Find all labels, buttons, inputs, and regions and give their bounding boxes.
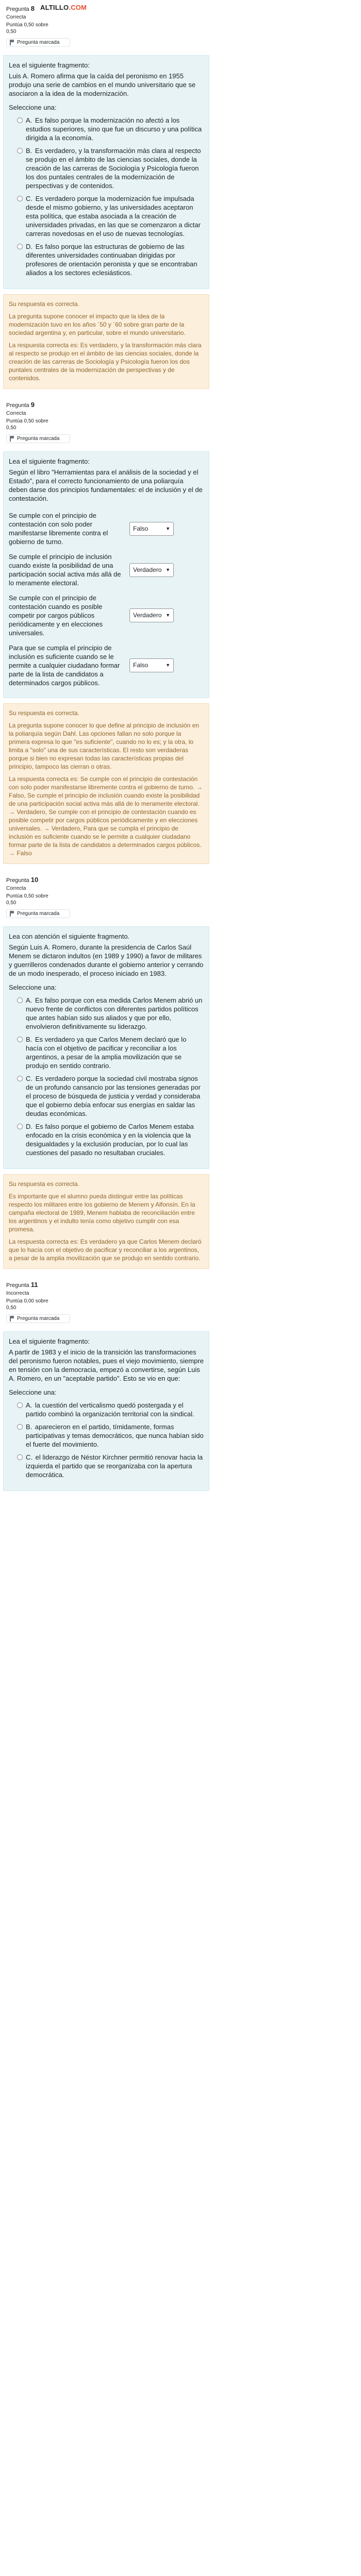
chevron-down-icon: ▼ bbox=[166, 613, 170, 618]
answer-option-text bbox=[26, 146, 204, 190]
feedback-box bbox=[3, 703, 209, 864]
match-select-value: Verdadero bbox=[133, 566, 162, 573]
answer-option-label: Es verdadero porque la sociedad civil mostraba signos de un profundo cansancio por las tensiones generadas por el proceso de búsqueda de justicia y verdad y consideraba que el gobierno debía enfocar sus energías en saldar las deudas económicas. bbox=[26, 1075, 201, 1117]
question-text-box bbox=[3, 926, 209, 1169]
answer-option-text bbox=[26, 996, 204, 1031]
answer-radio[interactable] bbox=[17, 1402, 23, 1408]
match-stem: Se cumple el principio de inclusión cuando existe la posibilidad de una participación social activa más allá de lo meramente electoral. bbox=[9, 553, 121, 587]
feedback-text: Es importante que el alumno pueda distinguir entre las políticas respecto los militares entre los gobierno de Menem y Alfonsín. En la campaña electoral de 1989, Menem hablaba de reconciliación entre los argentinos y el indulto tenía como objetivo cumplir con esa promesa. bbox=[9, 1193, 195, 1233]
question-info bbox=[3, 2, 87, 49]
question-number-prefix: Pregunta bbox=[6, 402, 29, 409]
answer-option-letter: A. bbox=[26, 996, 32, 1004]
answer-radio[interactable] bbox=[17, 997, 23, 1003]
answer-option-label: Es falso porque el gobierno de Carlos Menem estaba enfocado en la crisis económica y en la violencia que la desigualdades y la exclusión producían, por lo cual las cuestiones del pasado no resultaban cruciales. bbox=[26, 1123, 194, 1157]
answer-option-letter: D. bbox=[26, 243, 32, 250]
question-number bbox=[6, 876, 50, 884]
match-select[interactable] bbox=[129, 658, 174, 672]
question-text-box bbox=[3, 1331, 209, 1491]
match-stem: Se cumple con el principio de contestación con solo poder manifestarse libremente contra el gobierno de turno. bbox=[9, 512, 108, 546]
answer-option[interactable] bbox=[17, 116, 204, 142]
answer-option[interactable] bbox=[17, 194, 204, 238]
question-fragment: Luis A. Romero afirma que la caída del peronismo en 1955 produjo una serie de cambios en el mundo universitario que se asociaron a la idea de la modernización. bbox=[9, 72, 196, 97]
question-fragment: Según Luis A. Romero, durante la presidencia de Carlos Saúl Menem se dictaron indultos (en 1989 y 1990) a favor de militares y guerrilleros condenados durante el gobierno anterior y cerrando de un modo inesperado, el proceso iniciado en 1983. bbox=[9, 943, 204, 977]
match-row bbox=[9, 508, 204, 549]
answer-option[interactable] bbox=[17, 242, 204, 277]
question-number bbox=[6, 401, 50, 409]
question-state: Correcta bbox=[6, 14, 26, 20]
match-stem: Se cumple con el principio de contestación cuando es posible competir por cargos públicos periódicamente y en elecciones universales. bbox=[9, 594, 103, 637]
feedback-text: La respuesta correcta es: Es verdadero ya que Carlos Menem declaró que lo hacía con el objetivo de pacificar y reconciliar a los argentinos, a pesar de la amplia movilización que se produjo en sentido contrario. bbox=[9, 1238, 202, 1262]
answer-option[interactable] bbox=[17, 1422, 204, 1449]
match-select-value: Falso bbox=[133, 524, 149, 532]
match-table bbox=[9, 508, 204, 690]
feedback-text: La respuesta correcta es: Es verdadero, y la transformación más clara al respecto se produjo en el ámbito de las ciencias sociales, donde la creación de las carreras de Sociología y Psicología fueron los dos puntales centrales de la modernización de perspectivas y de contenidos. bbox=[9, 342, 202, 382]
answer-option-text bbox=[26, 1122, 204, 1157]
answer-option-label: la cuestión del verticalismo quedó postergada y el partido combinó la organización territorial con la sindical. bbox=[26, 1401, 194, 1418]
answer-option-letter: B. bbox=[26, 1036, 32, 1043]
feedback-text: La respuesta correcta es: Se cumple con el principio de contestación con solo poder manifestarse libremente contra el gobierno de turno. → Falso, Se cumple el principio de inclusión cuando existe la posibilidad de una participación social activa más allá de lo meramente electoral. → Verdadero, Se cumple con el principio de contestación cuando es posible competir por cargos públicos periódicamente y en elecciones universales. → Verdadero, Para que se cumpla el principio de inclusión es suficiente cuando se le permite a cualquier ciudadano formar parte de la lista de candidatos a determinados cargos públicos. → Falso bbox=[9, 775, 203, 857]
answer-option-text bbox=[26, 1422, 204, 1449]
answer-option-letter: B. bbox=[26, 1423, 32, 1431]
brand-suffix: .COM bbox=[69, 4, 87, 11]
question-block bbox=[3, 873, 358, 1269]
match-select[interactable] bbox=[129, 563, 174, 577]
question-lead: Lea el siguiente fragmento: bbox=[9, 1337, 90, 1345]
answer-radio[interactable] bbox=[17, 1037, 23, 1042]
brand-name: ALTILLO bbox=[40, 4, 69, 11]
question-info bbox=[3, 1278, 60, 1325]
answer-option-letter: C. bbox=[26, 1075, 32, 1082]
match-select[interactable] bbox=[129, 608, 174, 622]
question-grade: Puntúa 0,50 sobre 0,50 bbox=[6, 893, 48, 906]
match-select-value: Verdadero bbox=[133, 612, 162, 619]
question-state: Correcta bbox=[6, 886, 26, 891]
answer-prompt: Seleccione una: bbox=[9, 984, 57, 991]
feedback-box bbox=[3, 1174, 209, 1269]
answer-option-letter: A. bbox=[26, 116, 32, 124]
question-grade: Puntúa 0,50 sobre 0,50 bbox=[6, 418, 48, 431]
answer-option[interactable] bbox=[17, 1453, 204, 1479]
answer-prompt: Seleccione una: bbox=[9, 104, 57, 111]
answer-radio[interactable] bbox=[17, 1076, 23, 1081]
answer-option-text bbox=[26, 116, 204, 142]
answer-prompt: Seleccione una: bbox=[9, 1388, 57, 1396]
question-number-value: 8 bbox=[30, 5, 35, 12]
answer-option-text bbox=[26, 1074, 204, 1118]
match-answer-cell bbox=[129, 640, 204, 690]
answer-option-label: Es verdadero, y la transformación más clara al respecto se produjo en el ámbito de las ciencias sociales, donde la creación de las carreras de Sociología y Psicología fueron los dos puntales centrales de la modernización de perspectivas y de contenidos. bbox=[26, 147, 201, 190]
answer-radio[interactable] bbox=[17, 244, 23, 249]
question-text-box bbox=[3, 451, 209, 698]
answer-option[interactable] bbox=[17, 1401, 204, 1418]
feedback-box bbox=[3, 294, 209, 389]
answer-option[interactable] bbox=[17, 1035, 204, 1070]
flag-label: Pregunta marcada bbox=[17, 40, 60, 45]
answer-option-text bbox=[26, 1035, 204, 1070]
answer-option[interactable] bbox=[17, 1122, 204, 1157]
flag-icon bbox=[10, 1316, 14, 1321]
match-row bbox=[9, 640, 204, 690]
flag-label: Pregunta marcada bbox=[17, 911, 60, 917]
flag-icon bbox=[10, 911, 14, 917]
match-row bbox=[9, 549, 204, 590]
feedback-text: Su respuesta es correcta. bbox=[9, 709, 79, 717]
answer-option-letter: D. bbox=[26, 1123, 32, 1130]
question-number-value: 10 bbox=[30, 876, 39, 884]
chevron-down-icon: ▼ bbox=[166, 663, 170, 668]
question-number-value: 9 bbox=[30, 401, 35, 409]
answer-option-label: aparecieron en el partido, tímidamente, formas participativas y temas democráticos, que nunca habían sido el fuerte del movimiento. bbox=[26, 1423, 204, 1448]
flag-icon bbox=[10, 436, 14, 442]
answer-option-text bbox=[26, 1453, 204, 1479]
match-answer-cell bbox=[129, 549, 204, 590]
answer-option-label: Es falso porque con esa medida Carlos Menem abrió un nuevo frente de conflictos con diferentes partidos políticos que antes habían sido sus aliados y que por ello, envolvieron definitivamente su liderazgo. bbox=[26, 996, 203, 1030]
question-state: Correcta bbox=[6, 411, 26, 416]
question-number-prefix: Pregunta bbox=[6, 877, 29, 884]
question-block bbox=[3, 398, 358, 864]
question-lead: Lea con atención el siguiente fragmento. bbox=[9, 933, 130, 940]
question-number bbox=[6, 1281, 50, 1289]
match-answer-cell bbox=[129, 590, 204, 640]
question-block bbox=[3, 2, 358, 389]
answer-option-letter: A. bbox=[26, 1401, 32, 1409]
answer-option-label: Es verdadero ya que Carlos Menem declaró que lo hacía con el objetivo de pacificar y reconciliar a los argentinos, a pesar de la amplia movilización que se produjo en sentido contrario. bbox=[26, 1036, 187, 1070]
question-number-prefix: Pregunta bbox=[6, 1282, 29, 1289]
answer-option[interactable] bbox=[17, 996, 204, 1031]
feedback-text: Su respuesta es correcta. bbox=[9, 1180, 79, 1188]
flag-label: Pregunta marcada bbox=[17, 1316, 60, 1321]
answer-radio[interactable] bbox=[17, 1454, 23, 1460]
answer-option-text bbox=[26, 1401, 204, 1418]
answer-radio[interactable] bbox=[17, 117, 23, 123]
answer-option-letter: B. bbox=[26, 147, 32, 155]
chevron-down-icon: ▼ bbox=[166, 567, 170, 572]
flag-icon bbox=[10, 40, 14, 45]
flag-question-button[interactable] bbox=[6, 909, 70, 918]
question-grade: Puntúa 0,50 sobre 0,50 bbox=[6, 22, 48, 35]
match-select-value: Falso bbox=[133, 662, 149, 669]
answer-option-label: el liderazgo de Néstor Kirchner permitió renovar hacia la izquierda el partido que se reorganizaba con la apertura democrática. bbox=[26, 1453, 203, 1479]
answer-option-label: Es verdadero porque la modernización fue impulsada desde el mismo gobierno, y las universidades aceptaron esta política, que estaba asociada a la creación de universidades privadas, en las que se comenzaron a dictar carreras novedosas en el uso de nuevas tecnologías. bbox=[26, 195, 201, 238]
question-info bbox=[3, 398, 60, 445]
match-answer-cell bbox=[129, 508, 204, 549]
answer-option-label: Es falso porque las estructuras de gobierno de las diferentes universidades continuaban dirigidas por profesores de orientación peronista y que se encontraban aliados a los sectores eclesiásticos. bbox=[26, 243, 198, 277]
feedback-text: Su respuesta es correcta. bbox=[9, 300, 79, 308]
match-row bbox=[9, 590, 204, 640]
question-number-value: 11 bbox=[30, 1281, 38, 1289]
feedback-text: La pregunta supone conocer lo que define al principio de inclusión en la poliarquía según Dahl. Las opciones fallan no solo porque la primera expresa lo que "es suficiente", cuando no lo es; y la otra, lo limita a "solo" una de sus características. El resto son verdaderas porque si bien no expresan todas las características propias del principio, tampoco las cierran o otras. bbox=[9, 722, 199, 770]
question-fragment: Según el libro "Herramientas para el análisis de la sociedad y el Estado", para el correcto funcionamiento de una poliarquía deben darse dos principios fundamentales: el de inclusión y el de contestación. bbox=[9, 468, 203, 502]
question-number-prefix: Pregunta bbox=[6, 6, 29, 12]
flag-label: Pregunta marcada bbox=[17, 436, 60, 442]
answer-radio[interactable] bbox=[17, 196, 23, 201]
answer-radio[interactable] bbox=[17, 1424, 23, 1430]
answer-option[interactable] bbox=[17, 146, 204, 190]
brand-logo bbox=[40, 4, 87, 11]
answer-option-letter: C. bbox=[26, 1453, 32, 1461]
question-state: Incorrecta bbox=[6, 1291, 29, 1296]
answer-radio[interactable] bbox=[17, 148, 23, 154]
flag-question-button[interactable] bbox=[6, 1314, 70, 1323]
answer-option-letter: C. bbox=[26, 195, 32, 202]
question-lead: Lea el siguiente fragmento: bbox=[9, 457, 90, 465]
flag-question-button[interactable] bbox=[6, 434, 70, 443]
answer-option-label: Es falso porque la modernización no afectó a los estudios superiores, sino que fue un discurso y una política dirigida a la economía. bbox=[26, 116, 202, 142]
answer-option-text bbox=[26, 194, 204, 238]
question-grade: Puntúa 0,00 sobre 0,50 bbox=[6, 1298, 48, 1311]
question-text-box bbox=[3, 55, 209, 289]
flag-question-button[interactable] bbox=[6, 38, 70, 47]
answer-radio[interactable] bbox=[17, 1124, 23, 1129]
question-fragment: A partir de 1983 y el inicio de la transición las transformaciones del peronismo fueron notables, pues el viejo movimiento, siempre en tensión con la democracia, empezó a convertirse, según Luis A. Romero, en un "aceptable partido". Esto se vio en que: bbox=[9, 1348, 204, 1382]
question-block bbox=[3, 1278, 358, 1491]
question-lead: Lea el siguiente fragmento: bbox=[9, 61, 90, 69]
feedback-text: La pregunta supone conocer el impacto que la idea de la modernización tuvo en los años ´50 y ´60 sobre gran parte de la sociedad argentina y, en particular, sobre el mundo universitario. bbox=[9, 313, 186, 336]
chevron-down-icon: ▼ bbox=[166, 526, 170, 531]
answer-option[interactable] bbox=[17, 1074, 204, 1118]
match-select[interactable] bbox=[129, 522, 174, 536]
match-stem: Para que se cumpla el principio de inclusión es suficiente cuando se le permite a cualquier ciudadano formar parte de la lista de candidatos a determinados cargos públicos. bbox=[9, 644, 120, 687]
answer-option-text bbox=[26, 242, 204, 277]
question-info bbox=[3, 873, 60, 920]
